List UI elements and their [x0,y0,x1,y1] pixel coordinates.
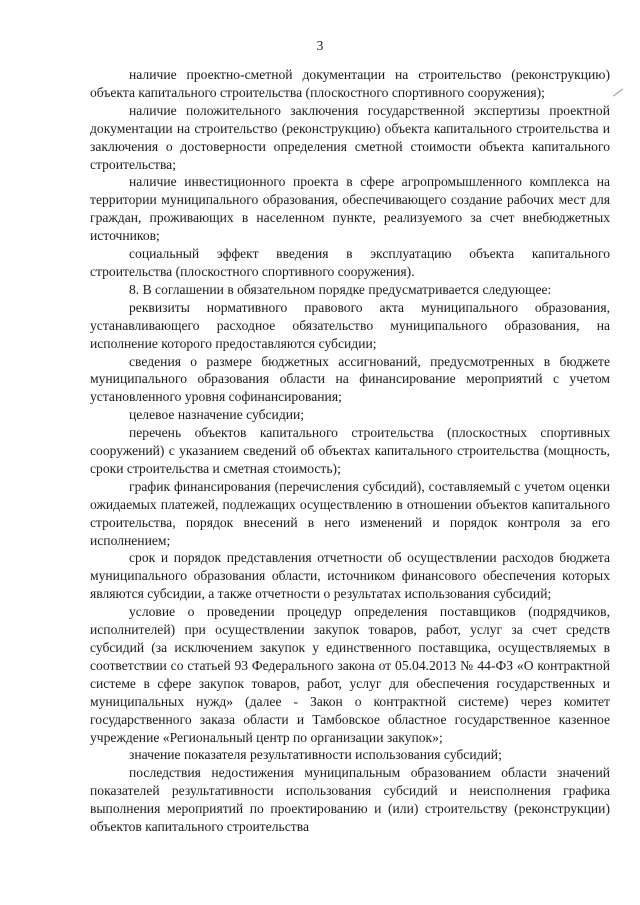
paragraph: наличие положительного заключения государственной экспертизы проектной документации на строительство (реконструкцию) объекта капитального строительства и заключения о достоверности определения сметной стоимости объекта капитального строительства; [90,102,610,172]
document-body [90,66,610,836]
paragraph: наличие проектно-сметной документации на строительство (реконструкцию) объекта капитального строительства (плоскостного спортивного сооружения); [90,67,610,100]
paragraph: реквизиты нормативного правового акта муниципального образования, устанавливающего расходное обязательство муниципального образования, на исполнение которого предоставляются субсидии; [90,299,610,351]
paragraph: наличие инвестиционного проекта в сфере агропромышленного комплекса на территории муниципального образования, обеспечивающего создание рабочих мест для граждан, проживающих в населенном пункте, реализуемого за счет внебюджетных источников; [90,174,610,244]
paragraph: перечень объектов капитального строительства (плоскостных спортивных сооружений) с указанием сведений об объектах капитального строительства (мощность, сроки строительства и сметная стоимость); [90,425,610,476]
section-heading-paragraph: 8. В соглашении в обязательном порядке предусматривается следующее: [129,281,552,297]
paragraph: условие о проведении процедур определения поставщиков (подрядчиков, исполнителей) при осуществлении закупок товаров, работ, услуг за счет средств субсидий (за исключением закупок у единственного поставщика, осуществляемых в соответствии со статьей 93 Федерального закона от 05.04.2013 № 44-ФЗ «О контрактной системе в сфере закупок товаров, работ, услуг для обеспечения государственных и муниципальных нужд» (далее - Закон о контрактной системе) через комитет государственного заказа области и Тамбовское областное государственное казенное учреждение «Региональный центр по организации закупок»; [90,604,610,745]
paragraph: сведения о размере бюджетных ассигнований, предусмотренных в бюджете муниципального образования области на финансирование мероприятий с учетом установленного уровня софинансирования; [90,353,610,405]
scan-mark [613,88,623,96]
paragraph: последствия недостижения муниципальным образованием области значений показателей результативности использования субсидий и неисполнения графика выполнения мероприятий по проектированию и (или) строительству (реконструкции) объектов капитального строительства [90,765,610,835]
paragraph: график финансирования (перечисления субсидий), составляемый с учетом оценки ожидаемых платежей, подлежащих осуществлению в отношении объектов капитального строительства, порядок внесений в него изменений и порядок контроля за его исполнением; [90,478,610,548]
paragraph: социальный эффект введения в эксплуатацию объекта капитального строительства (плоскостного спортивного сооружения). [90,246,610,279]
paragraph: значение показателя результативности использования субсидий; [129,747,502,763]
paragraph: срок и порядок представления отчетности об осуществлении расходов бюджета муниципального образования области, источником финансового обеспечения которых являются субсидии, а также отчетности о результатах использования субсидий; [90,550,610,602]
paragraph: целевое назначение субсидии; [129,407,305,423]
page-number: 3 [316,38,324,53]
